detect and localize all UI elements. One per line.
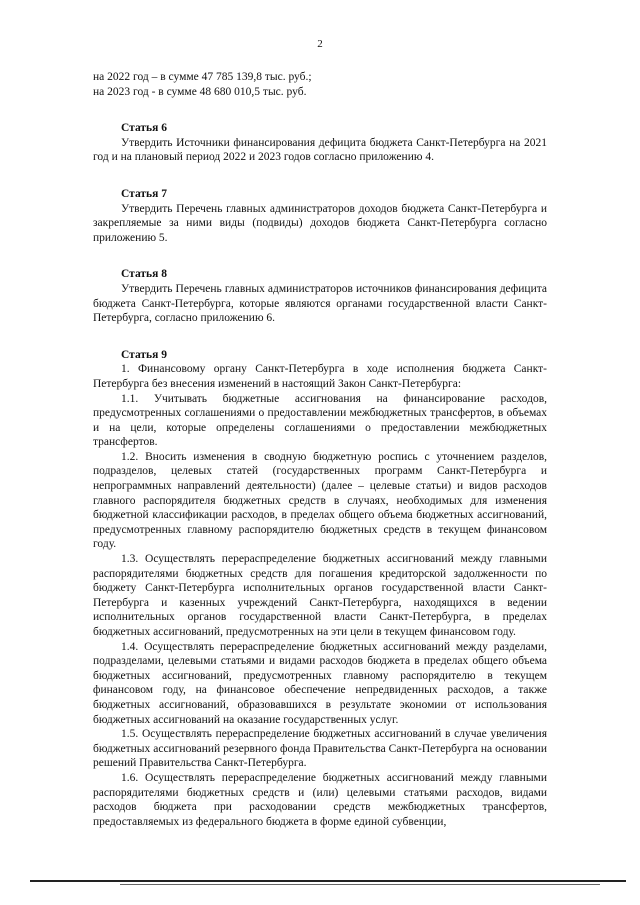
article-9-clause-1-1: 1.1. Учитывать бюджетные ассигнования на финансирование расходов, предусмотренных соглашениями о предоставлении межбюджетных трансфертов, в объемах и на цели, которые определены соглашениями о предоставлении межбюджетных трансфертов.: [93, 392, 547, 449]
article-9-clause-1-4: 1.4. Осуществлять перераспределение бюджетных ассигнований между разделами, подразделами, целевыми статьями и видами расходов бюджета в пределах общего объема бюджетных ассигнований, предусмотренных главному распорядителю в текущем финансовом году, на финансовое обеспечение непредвиденных расходов, а также бюджетных ассигнований, образовавшихся в результате экономии от использования бюджетных ассигнований на оказание государственных услуг.: [93, 640, 547, 726]
bottom-scan-edge-thin: [120, 884, 600, 885]
page-number: 2: [317, 38, 323, 50]
bottom-scan-edge: [30, 880, 626, 882]
article-6-heading: Статья 6: [121, 122, 167, 135]
article-9-clause-1-6: 1.6. Осуществлять перераспределение бюджетных ассигнований между главными распорядителями бюджетных средств и (или) целевыми статьями расходов, видами расходов бюджета при расходовании средств межбюджетных трансфертов, предоставляемых из федерального бюджета в форме единой субвенции,: [93, 771, 547, 828]
article-7-paragraph: Утвердить Перечень главных администраторов доходов бюджета Санкт-Петербурга и закрепляемые за ними виды (подвиды) доходов бюджета Санкт-Петербурга согласно приложению 5.: [93, 202, 547, 244]
intro-line-2022: на 2022 год – в сумме 47 785 139,8 тыс. руб.;: [93, 71, 312, 83]
article-9-clause-1-5: 1.5. Осуществлять перераспределение бюджетных ассигнований в случае увеличения бюджетных ассигнований резервного фонда Правительства Санкт-Петербурга на основании решений Правительства Санкт-Петербурга.: [93, 728, 547, 770]
document-body: [93, 70, 547, 829]
article-9-heading: Статья 9: [121, 348, 167, 361]
article-9-clause-1: 1. Финансовому органу Санкт-Петербурга в ходе исполнения бюджета Санкт-Петербурга без внесения изменений в настоящий Закон Санкт-Петербурга:: [93, 363, 547, 390]
article-6-paragraph: Утвердить Источники финансирования дефицита бюджета Санкт-Петербурга на 2021 год и на плановый период 2022 и 2023 годов согласно приложению 4.: [93, 136, 547, 164]
article-8-heading: Статья 8: [121, 268, 167, 281]
article-9-clause-1-3: 1.3. Осуществлять перераспределение бюджетных ассигнований между главными распорядителями бюджетных средств для погашения кредиторской задолженности по бюджету Санкт-Петербурга исполнительных органов государственной власти Санкт-Петербурга и казенных учреждений Санкт-Петербурга, находящихся в ведении исполнительных органов государственной власти Санкт-Петербурга, в пределах бюджетных ассигнований, предусмотренных на эти цели в текущем финансовом году.: [93, 553, 547, 638]
article-9-clause-1-2: 1.2. Вносить изменения в сводную бюджетную роспись с уточнением разделов, подразделов, целевых статей (государственных программ Санкт-Петербурга и непрограммных направлений деятельности) (далее – целевые статьи) и видов расходов главного распорядителя бюджетных средств в случаях, необходимых для изменения бюджетной классификации расходов, в пределах общего объема бюджетных ассигнований, предусмотренных главному распорядителю бюджетных средств в текущем финансовом году.: [93, 450, 547, 551]
intro-line-2023: на 2023 год - в сумме 48 680 010,5 тыс. руб.: [93, 85, 307, 98]
article-8-paragraph: Утвердить Перечень главных администраторов источников финансирования дефицита бюджета Санкт-Петербурга, которые являются органами государственной власти Санкт-Петербурга, согласно приложению 6.: [93, 282, 547, 325]
article-7-heading: Статья 7: [121, 187, 167, 200]
